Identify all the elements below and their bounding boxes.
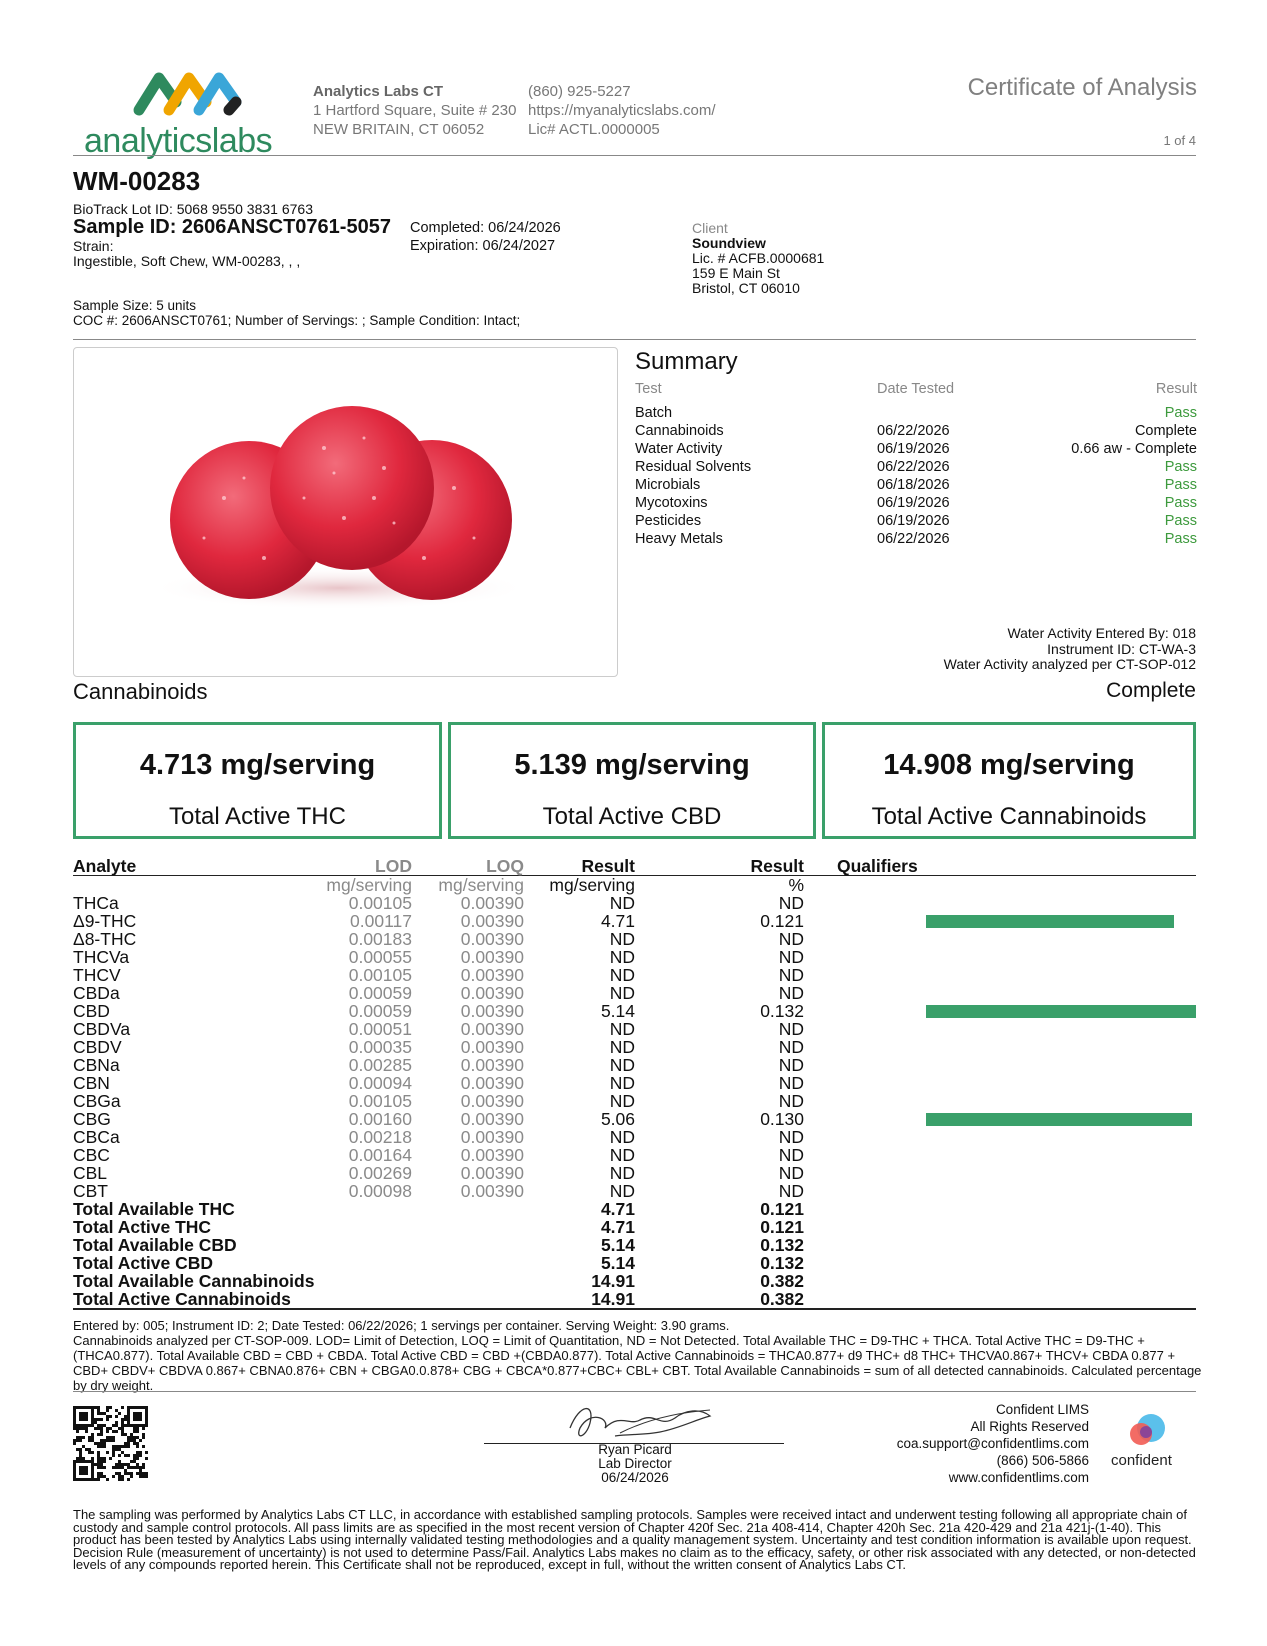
analyte-name: Δ9-THC [73, 911, 137, 931]
summary-result: Pass [1164, 531, 1197, 547]
cannabinoids-title: Cannabinoids [73, 679, 208, 704]
summary-date: 06/19/2026 [877, 495, 950, 511]
summary-result: Pass [1164, 495, 1197, 511]
result-bar [926, 1113, 1192, 1126]
cannabinoid-row [73, 912, 1196, 930]
total-row [73, 1236, 1196, 1254]
summary-table [635, 381, 1197, 549]
cannabinoid-row [73, 1074, 1196, 1092]
total-pct: 0.132 [760, 1235, 804, 1255]
analyte-name: THCV [73, 965, 121, 985]
total-row [73, 1218, 1196, 1236]
analyte-lod: 0.00117 [350, 911, 412, 931]
analyte-name: CBDV [73, 1037, 122, 1057]
notes-divider [73, 1391, 1196, 1392]
lab-contact [528, 82, 716, 139]
cannabinoid-row [73, 930, 1196, 948]
summary-result: Pass [1164, 405, 1197, 421]
total-row [73, 1272, 1196, 1290]
analyte-lod: 0.00269 [348, 1163, 412, 1183]
header-lod: LOD [375, 856, 412, 876]
analyte-pct: ND [778, 1019, 804, 1039]
summary-date: 06/19/2026 [877, 441, 950, 457]
analyte-loq: 0.00390 [460, 929, 524, 949]
summary-date: 06/22/2026 [877, 423, 950, 439]
cannabinoid-row [73, 894, 1196, 912]
analyte-pct: ND [778, 893, 804, 913]
analyte-pct: ND [778, 1163, 804, 1183]
analyte-loq: 0.00390 [460, 1127, 524, 1147]
cannabinoid-header-row [73, 856, 1196, 876]
lims-name: Confident LIMS [995, 1402, 1089, 1417]
sample-code: WM-00283 [73, 166, 201, 196]
cannabinoid-row [73, 984, 1196, 1002]
analyte-name: THCa [73, 893, 119, 913]
cannabinoids-status: Complete [1106, 679, 1196, 702]
cannabinoid-row [73, 948, 1196, 966]
total-cbd-label: Total Active CBD [542, 803, 722, 830]
qr-code-icon[interactable] [73, 1406, 148, 1481]
lims-phone: (866) 506-5866 [996, 1453, 1089, 1468]
signatory-name: Ryan Picard [598, 1442, 672, 1457]
analyte-loq: 0.00390 [460, 1109, 524, 1129]
summary-test: Mycotoxins [635, 495, 708, 511]
analyte-name: CBNa [73, 1055, 120, 1075]
summary-date: 06/22/2026 [877, 531, 950, 547]
total-analyte: Total Active THC [73, 1217, 212, 1237]
summary-row [635, 513, 1197, 531]
cannabinoid-row [73, 1146, 1196, 1164]
summary-row [635, 441, 1197, 459]
footer-disclaimer: The sampling was performed by Analytics Labs CT LLC, in accordance with established sampling protocols. Samples were received intact and underwent testing following all appropriate chain of custody and sample control protocols. All pass limits are as specified in the most recent version of Chapter 420f Sec. 21a 408-414, Chapter 420h Sec. 21a 420-429 and 21a 421j-(1-40). This product has been tested by Analytics Labs using internally validated testing methodologies and a quality management system. Uncertainty and test condition information is available upon request. Decision Rule (measurement of uncertainty) is not used to determine Pass/Fail. Analytics Labs makes no claim as to the efficacy, safety, or other risk associated with any detected, or non-detected levels of any compounds reported herein. This Certificate shall not be reproduced, except in full, without the written consent of Analytics Labs CT. [73, 1507, 1196, 1572]
total-row [73, 1254, 1196, 1272]
wa-entered-by: Water Activity Entered By: 018 [1007, 625, 1196, 641]
header-loq: LOQ [486, 856, 524, 876]
cannabinoid-row [73, 1056, 1196, 1074]
summary-header-row [635, 381, 1197, 405]
analyte-result: ND [609, 1127, 635, 1147]
summary-row [635, 495, 1197, 513]
analyte-loq: 0.00390 [460, 983, 524, 1003]
expiration-date: Expiration: 06/24/2027 [410, 238, 556, 254]
cannabinoid-row [73, 1092, 1196, 1110]
cannabinoid-row [73, 1020, 1196, 1038]
analyte-lod: 0.00051 [348, 1019, 412, 1039]
coc-info: COC #: 2606ANSCT0761; Number of Servings: ; Sample Condition: Intact; [73, 313, 521, 328]
total-thc-label: Total Active THC [169, 803, 346, 830]
total-cannabinoids-label: Total Active Cannabinoids [871, 803, 1147, 830]
analyte-pct: ND [778, 1127, 804, 1147]
analyte-loq: 0.00390 [460, 1181, 524, 1201]
analyte-loq: 0.00390 [460, 893, 524, 913]
total-result: 4.71 [600, 1199, 635, 1219]
analyte-lod: 0.00059 [348, 1001, 412, 1021]
analyte-name: THCVa [73, 947, 130, 967]
cannabinoid-row [73, 1164, 1196, 1182]
analyte-result: ND [609, 1019, 635, 1039]
total-result: 14.91 [591, 1289, 635, 1309]
summary-test: Microbials [635, 477, 701, 493]
analyte-result: ND [609, 929, 635, 949]
analyte-loq: 0.00390 [460, 1001, 524, 1021]
summary-header-test: Test [635, 381, 662, 397]
cannabinoid-row [73, 1128, 1196, 1146]
notes-line2: Cannabinoids analyzed per CT-SOP-009. LOD= Limit of Detection, LOQ = Limit of Quantitation, ND = Not Detected. Total Available THC = D9-THC + THCA. Total Active THC = D9-THC + (THCA0.877). Total Available CBD = CBD + CBDA. Total Active CBD = CBD +(CBDA0.877). Total Active Cannabinoids = THCA0.877+ d9 THC+ d8 THC+ THCVA0.867+ THCV+ CBDA 0.877 + CBD+ CBDV+ CBDVA 0.867+ CBNA0.876+ CBN + CBGA0.0.878+ CBG + CBCA*0.877+CBC+ CBL+ CBT. Total Available Cannabinoids = sum of all detected cannabinoids. Calculated percentage by dry weight. [73, 1333, 1202, 1393]
analyte-result: ND [609, 1181, 635, 1201]
analyte-lod: 0.00105 [348, 1091, 412, 1111]
total-cbd-value: 5.139 mg/serving [514, 749, 750, 781]
logo-wordmark: analyticslabs [84, 122, 273, 160]
total-cannabinoids-value: 14.908 mg/serving [883, 749, 1135, 781]
summary-test: Heavy Metals [635, 531, 723, 547]
strain-info [73, 239, 300, 269]
cannabinoid-row [73, 1002, 1196, 1020]
analyte-pct: ND [778, 983, 804, 1003]
analyte-loq: 0.00390 [460, 911, 524, 931]
unit-result: mg/serving [549, 875, 635, 895]
analyte-loq: 0.00390 [460, 1091, 524, 1111]
total-result: 14.91 [591, 1271, 635, 1291]
analyte-lod: 0.00059 [348, 983, 412, 1003]
analyte-result: ND [609, 965, 635, 985]
summary-row [635, 477, 1197, 495]
analyte-result: ND [609, 1163, 635, 1183]
analyte-pct: 0.132 [760, 1001, 804, 1021]
analyte-name: CBCa [73, 1127, 120, 1147]
wa-sop: Water Activity analyzed per CT-SOP-012 [943, 656, 1196, 672]
analyte-result: ND [609, 947, 635, 967]
lab-name: Analytics Labs CT [313, 83, 444, 100]
total-result: 4.71 [600, 1217, 635, 1237]
signature-date: 06/24/2026 [601, 1470, 669, 1485]
summary-test: Water Activity [635, 441, 723, 457]
analyte-lod: 0.00055 [348, 947, 412, 967]
analyte-pct: ND [778, 1091, 804, 1111]
lab-website-link[interactable]: https://myanalyticslabs.com/ [528, 102, 716, 119]
analyte-result: ND [609, 1073, 635, 1093]
analyte-result: ND [609, 983, 635, 1003]
client-license: Lic. # ACFB.0000681 [692, 250, 825, 266]
lab-license: Lic# ACTL.0000005 [528, 121, 660, 138]
cannabinoid-row [73, 1110, 1196, 1128]
total-cbd-box [448, 722, 816, 839]
cannabinoid-row [73, 1038, 1196, 1056]
analyte-name: CBDVa [73, 1019, 131, 1039]
total-result: 5.14 [600, 1253, 635, 1273]
analyte-lod: 0.00285 [348, 1055, 412, 1075]
analyte-loq: 0.00390 [460, 1163, 524, 1183]
lab-phone: (860) 925-5227 [528, 83, 631, 100]
analyte-lod: 0.00035 [348, 1037, 412, 1057]
cannabinoid-table [73, 856, 1196, 1310]
header-result: Result [581, 856, 635, 876]
header-result-pct: Result [750, 856, 804, 876]
analyte-pct: ND [778, 1181, 804, 1201]
lims-email[interactable]: coa.support@confidentlims.com [896, 1436, 1089, 1451]
total-pct: 0.382 [760, 1271, 804, 1291]
analyte-result: 5.14 [600, 1001, 635, 1021]
analyte-lod: 0.00218 [348, 1127, 412, 1147]
total-pct: 0.382 [760, 1289, 804, 1309]
sample-dates [410, 219, 561, 255]
analyte-result: ND [609, 1091, 635, 1111]
lims-info [897, 1401, 1089, 1486]
analyte-loq: 0.00390 [460, 947, 524, 967]
analyte-pct: ND [778, 1145, 804, 1165]
summary-test: Residual Solvents [635, 459, 752, 475]
analyte-result: 5.06 [600, 1109, 635, 1129]
analyte-result: ND [609, 893, 635, 913]
analyte-loq: 0.00390 [460, 1037, 524, 1057]
total-analyte: Total Active CBD [73, 1253, 214, 1273]
total-analyte: Total Available CBD [73, 1235, 237, 1255]
analyte-lod: 0.00098 [348, 1181, 412, 1201]
units-row [73, 876, 1196, 894]
total-analyte: Total Available THC [73, 1199, 235, 1219]
result-bar [926, 915, 1174, 928]
total-pct: 0.132 [760, 1253, 804, 1273]
total-thc-box [73, 722, 442, 839]
summary-row [635, 423, 1197, 441]
client-address2: Bristol, CT 06010 [692, 280, 800, 296]
logo-peaks-icon [84, 70, 289, 122]
product-image [73, 347, 618, 677]
cannabinoid-row [73, 966, 1196, 984]
analyte-lod: 0.00160 [348, 1109, 412, 1129]
analyte-result: 4.71 [600, 911, 635, 931]
summary-header-date: Date Tested [877, 381, 955, 397]
analyte-lod: 0.00105 [348, 965, 412, 985]
summary-row [635, 531, 1197, 549]
total-analyte: Total Active Cannabinoids [73, 1289, 291, 1309]
analyte-name: CBD [73, 1001, 110, 1021]
confident-wordmark: confident [1111, 1452, 1172, 1469]
total-thc-value: 4.713 mg/serving [139, 749, 376, 781]
summary-title: Summary [635, 348, 738, 375]
signature-icon [560, 1398, 720, 1446]
analyte-loq: 0.00390 [460, 1019, 524, 1039]
analyte-pct: 0.130 [760, 1109, 804, 1129]
analyte-result: ND [609, 1055, 635, 1075]
analyte-lod: 0.00094 [348, 1073, 412, 1093]
wa-instrument: Instrument ID: CT-WA-3 [1047, 640, 1196, 657]
lims-website[interactable]: www.confidentlims.com [948, 1470, 1089, 1485]
lims-rights: All Rights Reserved [970, 1419, 1089, 1434]
analyte-pct: ND [778, 1073, 804, 1093]
cannabinoid-row [73, 1182, 1196, 1200]
summary-test: Batch [635, 405, 673, 421]
sample-size: Sample Size: 5 units [73, 298, 197, 313]
lab-address-line1: 1 Hartford Square, Suite # 230 [313, 102, 517, 119]
summary-result: Pass [1164, 477, 1197, 493]
summary-header-result: Result [1155, 381, 1197, 397]
strain-label: Strain: [73, 238, 114, 254]
client-name: Soundview [692, 235, 766, 251]
lab-address-line2: NEW BRITAIN, CT 06052 [313, 121, 485, 138]
analyte-name: Δ8-THC [73, 929, 137, 949]
analyte-result: ND [609, 1145, 635, 1165]
client-label: Client [692, 220, 728, 236]
analyte-name: CBGa [73, 1091, 121, 1111]
analyte-name: CBN [73, 1073, 110, 1093]
unit-lod: mg/serving [326, 875, 412, 895]
signature-image [560, 1398, 720, 1446]
header-qualifiers: Qualifiers [837, 856, 918, 876]
analyte-loq: 0.00390 [460, 1055, 524, 1075]
summary-row [635, 405, 1197, 423]
analyte-name: CBDa [73, 983, 120, 1003]
sample-matrix: Ingestible, Soft Chew, WM-00283, , , [73, 253, 301, 269]
summary-result: Pass [1164, 513, 1197, 529]
analyte-name: CBT [73, 1181, 108, 1201]
analyte-pct: ND [778, 929, 804, 949]
summary-date: 06/19/2026 [877, 513, 950, 529]
signatory-title: Lab Director [598, 1456, 672, 1471]
result-bar [926, 1005, 1196, 1018]
total-pct: 0.121 [760, 1217, 804, 1237]
total-result: 5.14 [600, 1235, 635, 1255]
notes-line1: Entered by: 005; Instrument ID: 2; Date Tested: 06/22/2026; 1 servings per container. Serving Weight: 3.90 grams. [73, 1318, 730, 1333]
analyte-loq: 0.00390 [460, 1073, 524, 1093]
total-analyte: Total Available Cannabinoids [73, 1271, 315, 1291]
total-cannabinoids-box [822, 722, 1196, 839]
analyte-result: ND [609, 1037, 635, 1057]
total-row [73, 1200, 1196, 1218]
summary-test: Cannabinoids [635, 423, 724, 439]
analyte-lod: 0.00183 [348, 929, 412, 949]
analyticslabs-logo [84, 70, 289, 160]
summary-date: 06/22/2026 [877, 459, 950, 475]
analyte-pct: ND [778, 1037, 804, 1057]
info-divider [73, 339, 1196, 340]
total-pct: 0.121 [760, 1199, 804, 1219]
completed-date: Completed: 06/24/2026 [410, 220, 561, 236]
lab-address [313, 82, 516, 139]
analyte-lod: 0.00164 [348, 1145, 412, 1165]
summary-result: 0.66 aw - Complete [1071, 441, 1197, 457]
lot-id: BioTrack Lot ID: 5068 9550 3831 6763 [73, 201, 313, 217]
header-analyte: Analyte [73, 856, 137, 876]
summary-row [635, 459, 1197, 477]
analyte-name: CBG [73, 1109, 111, 1129]
analyte-loq: 0.00390 [460, 965, 524, 985]
cannabinoid-notes [73, 1318, 1203, 1393]
sample-size-info [73, 298, 520, 328]
unit-loq: mg/serving [438, 875, 524, 895]
analyte-pct: ND [778, 947, 804, 967]
client-info [692, 221, 824, 296]
gummy-image-icon [74, 348, 617, 676]
analyte-pct: ND [778, 965, 804, 985]
analyte-name: CBC [73, 1145, 110, 1165]
summary-result: Complete [1134, 423, 1197, 439]
sample-id: Sample ID: 2606ANSCT0761-5057 [73, 216, 391, 238]
analyte-pct: ND [778, 1055, 804, 1075]
page-number: 1 of 4 [1163, 133, 1196, 148]
analyte-pct: 0.121 [760, 911, 804, 931]
header-divider [73, 155, 1196, 156]
summary-test: Pesticides [635, 513, 702, 529]
signatory [555, 1443, 715, 1485]
page-title: Certificate of Analysis [967, 74, 1197, 101]
summary-result: Pass [1164, 459, 1197, 475]
unit-pct: % [788, 875, 804, 895]
analyte-loq: 0.00390 [460, 1145, 524, 1165]
analyte-lod: 0.00105 [348, 893, 412, 913]
water-activity-info [944, 626, 1196, 673]
total-row [73, 1290, 1196, 1308]
analyte-name: CBL [73, 1163, 108, 1183]
summary-date: 06/18/2026 [877, 477, 950, 493]
client-address1: 159 E Main St [692, 265, 780, 281]
